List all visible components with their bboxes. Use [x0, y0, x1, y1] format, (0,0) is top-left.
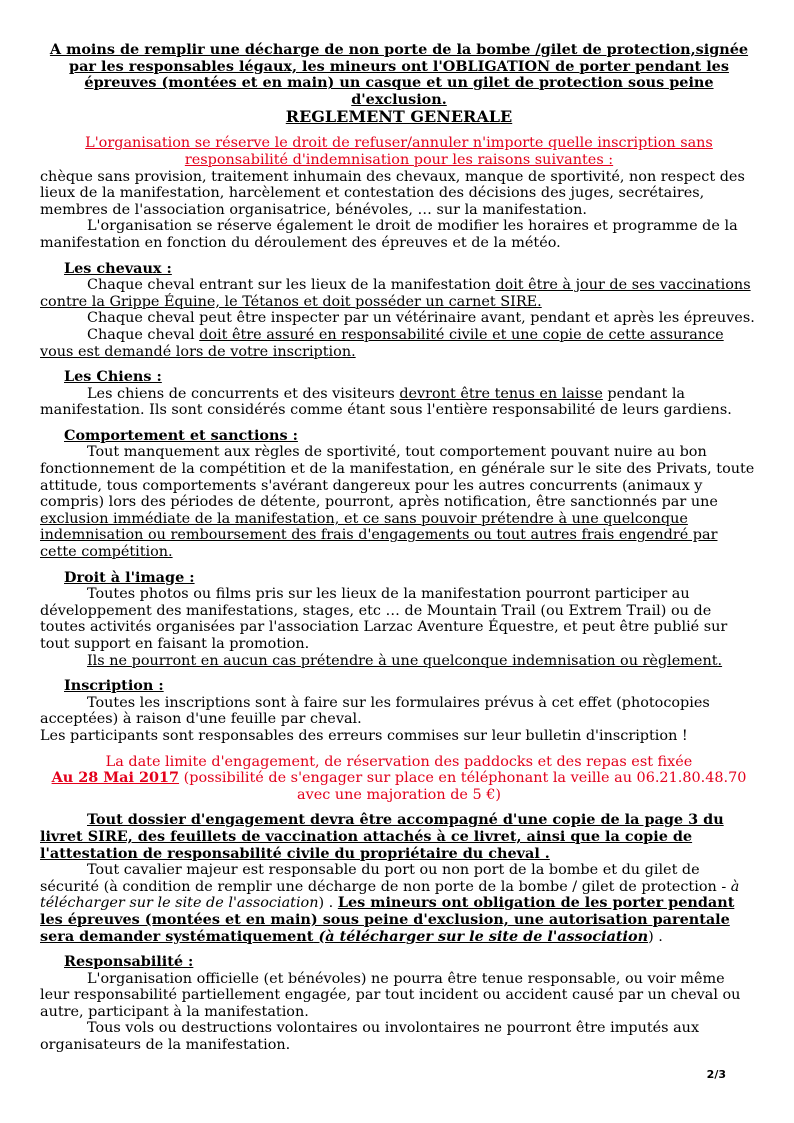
chevaux-inspection: Chaque cheval peut être inspecter par un vétérinaire avant, pendant et après les épreuves. — [87, 310, 755, 327]
chevaux-vaccination: Chaque cheval entrant sur les lieux de la manifestation doit être à jour de ses vaccinations contre la Grippe Équine, le Tétanos et doit posséder un carnet SIRE. — [40, 277, 751, 310]
responsabilite-text: L'organisation officielle (et bénévoles) ne pourra être tenue responsable, ou voir même leur responsabilité partiellement engagée, par tout incident ou accident causé par un cheval ou autre, participant à la manifestation. — [40, 970, 741, 1020]
section-heading-inscription: Inscription : — [64, 677, 164, 695]
deadline-notice: La date limite d'engagement, de réservation des paddocks et des repas est fixée Au 28 Mai 2017 (possibilité de s'engager sur place en téléphonant la veille au 06.21.80.48.70 avec une majoration de 5 €) — [51, 753, 747, 803]
intro-refusal-notice: L'organisation se réserve le droit de refuser/annuler n'importe quelle inscription sans responsabilité d'indemnisation pour les raisons suivantes : — [85, 135, 713, 168]
section-heading-responsabilite: Responsabilité : — [64, 953, 194, 971]
intro-reasons: chèque sans provision, traitement inhumain des chevaux, manque de sportivité, non respect des lieux de la manifestation, harcèlement et contestation des décisions des juges, secrétaires, membres de l'association organisatrice, bénévoles, … sur la manifestation. — [40, 168, 745, 218]
image-text: Toutes photos ou films pris sur les lieux de la manifestation pourront participer au développement des manifestations, stages, etc … de Mountain Trail (ou Extrem Trail) ou de toutes activités organisées par l'association Larzac Aventure Équestre, et peut être publié sur tout support en faisant la promotion. — [40, 586, 728, 652]
inscription-responsibility: Les participants sont responsables des erreurs commises sur leur bulletin d'inscription ! — [40, 727, 688, 744]
chiens-text: Les chiens de concurrents et des visiteurs devront être tenus en laisse pendant la manifestation. Ils sont considérés comme étant sous l'entière responsabilité de leurs gardiens. — [40, 385, 732, 419]
section-heading-chiens: Les Chiens : — [64, 368, 162, 386]
page-title: REGLEMENT GENERALE — [285, 107, 513, 127]
page-number: 2/3 — [706, 1068, 726, 1081]
intro-reserve: L'organisation se réserve également le droit de modifier les horaires et programme de la manifestation en fonction du déroulement des épreuves et de la météo. — [40, 218, 738, 251]
inscription-forms: Toutes les inscriptions sont à faire sur les formulaires prévus à cet effet (photocopies acceptées) à raison d'une feuille par cheval. — [40, 694, 710, 728]
comportement-text: Tout manquement aux règles de sportivité, tout comportement pouvant nuire au bon fonctionnement de la compétition et de la manifestation, en générale sur le site des Privats, toute attitude, tous comportements s'avérant dangereux pour les autres concurrents (animaux y compris) lors des périodes de détente, pourront, après notification, être sanctionnés par une exclusion immédiate de la manifestation, et ce sans pouvoir prétendre à une quelconque indemnisation ou remboursement des frais d'engagements ou tout autres frais engendré par cette compétition. — [40, 444, 755, 561]
minors-warning: A moins de remplir une décharge de non porte de la bombe /gilet de protection,signée par les responsables légaux, les mineurs ont l'OBLIGATION de porter pendant les épreuves (montées et en main) un casque et un gilet de protection sous peine d'exclusion. — [49, 41, 749, 108]
section-heading-image: Droit à l'image : — [64, 568, 195, 586]
image-no-indemnity: Ils ne pourront en aucun cas prétendre à une quelconque indemnisation ou règlement. — [87, 652, 723, 669]
responsabilite-vols: Tous vols ou destructions volontaires ou involontaires ne pourront être imputés aux organisateurs de la manifestation. — [40, 1020, 700, 1054]
document-body — [40, 42, 758, 1054]
chevaux-assurance: Chaque cheval doit être assuré en responsabilité civile et une copie de cette assurance vous est demandé lors de votre inscription. — [40, 326, 724, 360]
section-heading-chevaux: Les chevaux : — [64, 259, 172, 277]
dossier-requirements: Tout dossier d'engagement devra être accompagné d'une copie de la page 3 du livret SIRE, des feuillets de vaccination attachés à ce livret, ainsi que la copie de l'attestation de responsabilité civile du propriétaire du cheval . — [40, 811, 724, 862]
section-heading-comportement: Comportement et sanctions : — [64, 426, 298, 444]
dossier-protection: Tout cavalier majeur est responsable du port ou non port de la bombe et du gilet de sécurité (à condition de remplir une décharge de non porte de la bombe / gilet de protection - à télécharger sur le site de l'association) . Les mineurs ont obligation de les porter pendant les épreuves (montées et en main) sous peine d'exclusion, une autorisation parentale sera demander systématiquement (à télécharger sur le site de l'association) . — [40, 862, 740, 945]
